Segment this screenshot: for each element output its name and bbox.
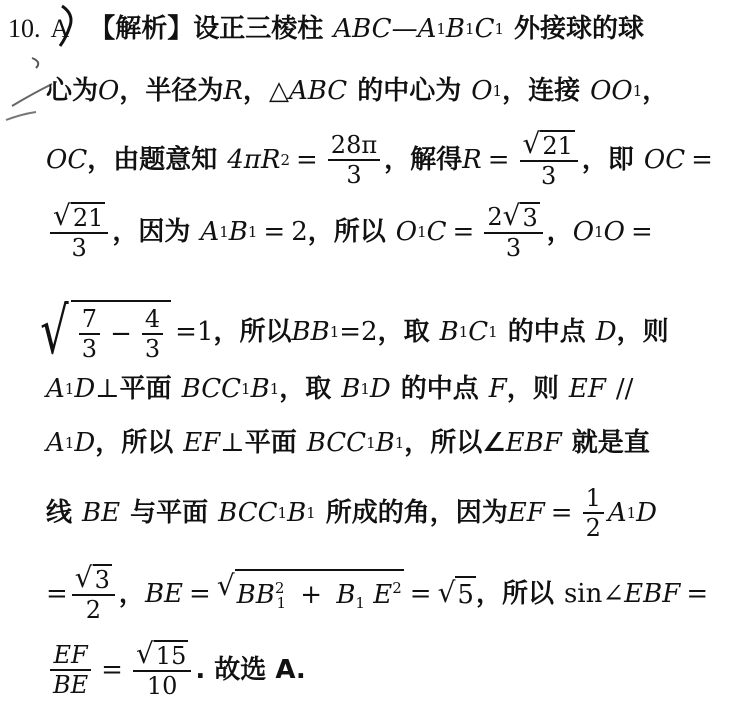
radicand: 3	[94, 566, 110, 594]
frac-numerator: 2 √ 3	[484, 202, 542, 234]
frac-denominator: 3	[541, 162, 557, 190]
text: ，所以	[95, 428, 174, 458]
math-d: D	[636, 498, 658, 528]
problem-number: 10.	[8, 14, 41, 43]
sub: 1	[594, 223, 604, 241]
math-b1: B	[375, 428, 395, 458]
equals: =	[296, 145, 318, 175]
sub: 1	[632, 82, 643, 100]
fraction	[142, 305, 163, 363]
text: ，所以	[307, 217, 386, 247]
frac-denominator: 3	[71, 234, 87, 262]
text: ，半径为	[119, 76, 224, 106]
sub: 1	[458, 323, 469, 341]
text: 线	[46, 498, 73, 528]
math-c1: C	[474, 14, 495, 44]
text: 就是直	[571, 428, 650, 458]
math-c: C	[426, 217, 447, 247]
equals-two: =2	[339, 317, 378, 347]
sub: 1	[219, 223, 229, 241]
math-a1: A	[607, 498, 627, 528]
text: 所成的角，因为	[325, 498, 508, 528]
math-ebf: EBF	[624, 579, 681, 609]
math-expr: 4πR	[227, 145, 281, 175]
coefficient: 2	[487, 203, 503, 231]
math-a1: A	[46, 374, 65, 404]
line-2	[0, 74, 733, 108]
fraction	[583, 484, 604, 542]
text: 设正三棱柱	[193, 14, 324, 44]
equals: =	[409, 579, 432, 609]
fraction	[133, 637, 191, 700]
frac-denominator: 3	[144, 335, 161, 363]
math-be: BE	[144, 579, 184, 609]
math-b1: B	[341, 374, 361, 404]
frac-denominator: 3	[346, 161, 362, 189]
line-1	[0, 12, 733, 46]
math-bb1: BB	[236, 579, 275, 610]
math-ef: EF	[507, 498, 545, 528]
sub: 1	[64, 434, 75, 452]
math-b1: B	[445, 14, 466, 44]
math-bcc1: BCC	[218, 498, 278, 528]
radicand: 21	[72, 204, 104, 232]
math-dash: —	[391, 14, 418, 44]
sub: 1	[492, 82, 503, 100]
math-b1: B	[287, 498, 307, 528]
fraction	[520, 127, 578, 190]
square-root: √ 5	[437, 576, 474, 610]
equals: =	[630, 217, 653, 247]
sub: 1	[394, 434, 405, 452]
math-a1: A	[200, 217, 220, 247]
math-d: D	[595, 317, 617, 347]
conclusion-text: . 故选 A.	[195, 655, 306, 685]
sub: 1	[276, 593, 286, 612]
square-root: √ $\frac{7}{3}$ − $\frac{4}{3}$	[34, 300, 171, 364]
equals: =	[550, 498, 573, 528]
line-7	[0, 426, 733, 460]
perpendicular: ⊥	[95, 374, 120, 404]
text: 的中点	[507, 317, 586, 347]
sup: 2	[392, 578, 402, 597]
line-5	[0, 295, 733, 369]
math-oc: OC	[46, 145, 88, 175]
text: ，解得	[384, 145, 463, 175]
math-e: E	[373, 579, 393, 610]
fraction	[72, 561, 115, 624]
text: ，所以	[475, 579, 554, 609]
equals: =	[691, 145, 713, 175]
math-r: R	[223, 76, 243, 106]
math-d: D	[74, 374, 96, 404]
sub: 1	[306, 504, 316, 522]
text: 外接球的球	[514, 14, 645, 44]
fraction	[484, 199, 542, 262]
frac-numerator: 4	[142, 305, 163, 335]
math-b1: B	[250, 374, 270, 404]
sub: 1	[488, 323, 498, 341]
text: 平面	[244, 428, 297, 458]
text: ，即	[581, 145, 634, 175]
radicand: 3	[522, 204, 538, 232]
text: ，因为	[112, 217, 191, 247]
equals: =	[46, 579, 68, 609]
text: ，则	[506, 374, 559, 404]
math-abc: ABC	[288, 76, 348, 106]
text: ，所以∠	[404, 428, 506, 458]
fraction	[50, 641, 91, 699]
sub: 1	[241, 380, 251, 398]
math-d: D	[74, 428, 96, 458]
frac-denominator: 2	[85, 596, 101, 624]
frac-denominator: BE	[53, 671, 89, 699]
frac-denominator: 3	[81, 335, 98, 363]
perpendicular: ⊥	[220, 428, 245, 458]
number: 2	[291, 217, 308, 247]
frac-denominator: 3	[505, 234, 522, 262]
math-o1: O	[572, 217, 595, 247]
text: 的中心为	[357, 76, 462, 106]
analysis-tag: 【解析】	[89, 14, 194, 44]
math-c1: C	[468, 317, 489, 347]
sub: 1	[360, 380, 370, 398]
sub: 1	[417, 223, 427, 241]
sub: 1	[329, 323, 340, 341]
parallel: //	[615, 374, 634, 404]
equals: =	[452, 217, 475, 247]
math-a1: A	[417, 14, 437, 44]
math-oc: OC	[643, 145, 686, 175]
plus: +	[300, 579, 323, 610]
sub: 1	[247, 223, 258, 241]
equals: =	[263, 217, 286, 247]
math-abc: ABC	[333, 14, 392, 44]
math-bcc1: BCC	[306, 428, 367, 458]
answer-letter: A	[50, 14, 70, 43]
sub: 1	[366, 434, 376, 452]
frac-numerator: 1	[583, 484, 604, 514]
frac-numerator: √ 15	[133, 640, 191, 672]
line-9	[0, 561, 733, 624]
sub: 1	[436, 20, 446, 38]
sub: 1	[465, 20, 475, 38]
frac-numerator: 7	[79, 305, 100, 335]
text: ，由题意知	[87, 145, 218, 175]
math-o: O	[603, 217, 625, 247]
minus: −	[110, 319, 132, 349]
equals: =	[487, 145, 510, 175]
radicand: 5	[455, 576, 476, 612]
frac-numerator: √ 3	[72, 564, 115, 596]
sup: 2	[280, 151, 290, 169]
math-ebf: EBF	[505, 428, 562, 458]
math-o: O	[98, 76, 120, 106]
math-be: BE	[82, 498, 121, 528]
math-oo1: OO	[590, 76, 633, 106]
equals: =	[189, 579, 211, 609]
text: ，	[118, 579, 145, 609]
sub: 1	[626, 504, 637, 522]
sup: 2	[274, 578, 285, 597]
sub: 1	[355, 593, 365, 612]
math-b1: B	[439, 317, 459, 347]
sine: sin∠	[563, 579, 625, 609]
frac-denominator: 2	[585, 514, 601, 542]
math-ef: EF	[568, 374, 606, 404]
frac-numerator: 28π	[328, 131, 380, 161]
radicand: 21	[542, 132, 573, 160]
math-o1: O	[471, 76, 493, 106]
fraction	[79, 305, 100, 363]
line-3	[0, 127, 733, 190]
equals: =	[686, 579, 709, 609]
square-root: √ $BB^2_1 + B_1$ $E^2$	[217, 569, 404, 620]
sub: 1	[269, 380, 280, 398]
line-6	[0, 372, 733, 406]
math-ef: EF	[183, 428, 221, 458]
math-f: F	[488, 374, 507, 404]
line-10	[0, 637, 733, 700]
fraction	[50, 199, 108, 262]
text: 与平面	[130, 498, 209, 528]
sub: 1	[494, 20, 505, 38]
radicand: 15	[155, 642, 187, 670]
sub: 1	[277, 504, 288, 522]
frac-numerator: EF	[50, 641, 90, 671]
text: 的中点	[400, 374, 479, 404]
math-bcc1: BCC	[181, 374, 242, 404]
math-d: D	[369, 374, 391, 404]
text: 平面	[119, 374, 172, 404]
line-8	[0, 484, 733, 542]
line-4	[0, 199, 733, 262]
sub: 1	[64, 380, 75, 398]
math-a1: A	[46, 428, 65, 458]
text: 心为	[46, 76, 99, 106]
text: ，△	[242, 76, 289, 106]
math-bb1: BB	[291, 317, 330, 347]
text: ，取	[377, 317, 430, 347]
frac-denominator: 10	[146, 672, 178, 700]
math-o1: O	[395, 217, 418, 247]
text: ，所以	[213, 317, 292, 347]
math-r: R	[462, 145, 482, 175]
math-b1: B	[228, 217, 248, 247]
math-b1: B	[336, 579, 356, 610]
frac-numerator: √ 21	[520, 130, 578, 162]
text: ，	[546, 217, 573, 247]
text: ，取	[279, 374, 332, 404]
fraction	[328, 131, 380, 189]
equals-one: =1	[175, 317, 214, 347]
frac-numerator: √ 21	[50, 202, 108, 234]
text: ，连接	[502, 76, 581, 106]
text: ，则	[616, 317, 669, 347]
text: ，	[642, 76, 669, 106]
equals: =	[101, 655, 123, 685]
